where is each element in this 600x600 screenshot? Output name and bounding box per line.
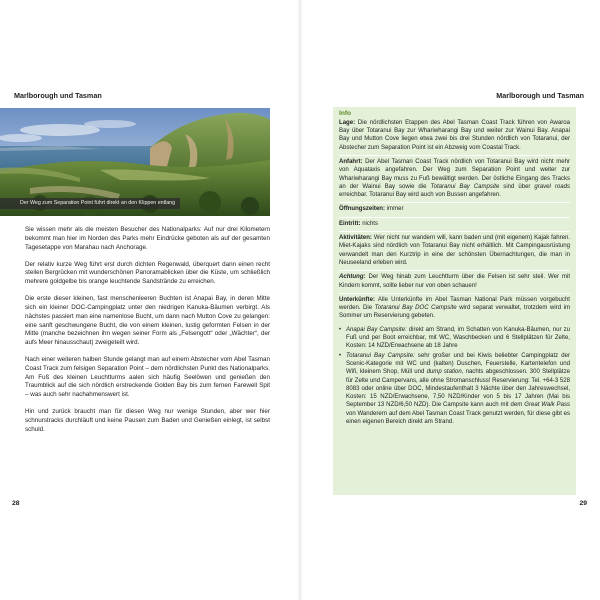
info-oeffnungszeiten: [339, 205, 570, 217]
campsite-description: direkt am Strand, im Schatten von Kanuka-Bäumen, nur zu Fuß und per Boot erreichbar, mit WC, Waschbecken und 6 Stellplätzen für Zelte, Kosten: 14 NZD/Erwachsene ab 18 Jahre: [346, 326, 570, 350]
info-box-title: Info: [339, 110, 352, 117]
anfahrt-label: Anfahrt:: [339, 158, 363, 165]
unterkuenfte-campsite-name: Totaranui Bay DOC Campsite: [374, 305, 457, 312]
coastal-cliff-photo: [0, 108, 270, 216]
anfahrt-campsite-name: Totaranui Bay Campsite: [430, 183, 500, 190]
eintritt-text: nichts: [362, 220, 378, 227]
eintritt-label: Eintritt:: [339, 220, 361, 227]
photo-caption: Der Weg zum Separation Point führt direkt an den Klippen entlang: [0, 198, 180, 209]
right-page: [300, 0, 600, 600]
anfahrt-road-type: gravel roads: [534, 183, 570, 190]
page-number-right: 29: [579, 500, 587, 507]
main-article-text: [25, 226, 270, 443]
campsite-name: Totaranui Bay Campsite:: [346, 352, 415, 359]
dump-station-term: dump station: [426, 369, 462, 376]
info-unterkuenfte: [339, 296, 570, 324]
paragraph: Hin und zurück braucht man für diesen Weg nur wenige Stunden, aber wer hier schnurstracks durchläuft und keine Pausen zum Baden und Genießen einlegt, ist selbst schuld.: [25, 408, 270, 433]
unterkuenfte-text: wird separat verwaltet, trotzdem wird im Sommer um Reservierung gebeten.: [339, 305, 570, 320]
list-item: [339, 326, 570, 351]
aktivitaeten-text: Wer nicht nur wandern will, kann baden und (mit eigenem) Kajak fahren. Miet-Kajaks sind nördlich von Totaranui Bay nicht erhältlich. Mit Campingausrüstung verwandelt man den Kurztrip in eine der schönsten Übernachtungen, die man in Neuseeland erleben wird.: [339, 235, 570, 266]
info-anfahrt: [339, 158, 570, 203]
list-item: [339, 352, 570, 427]
oeffnungszeiten-text: immer: [386, 206, 404, 213]
great-walk-pass-term: Great Walk Pass: [524, 402, 570, 409]
paragraph: Die erste dieser kleinen, fast menschenleeren Buchten ist Anapai Bay, in deren Mitte sich ein kleiner DOC-Campingplatz unter den niedrigen Kanuka-Bäumen verbirgt. Als nächstes passiert man eine namenlose Bucht, um dann nach Mutton Cove zu gelangen: eine sanft geschwungene Bucht, die von einem kleinen, lustig geformten Felsen in der Mitte (manche bezeichnen ihn wegen seiner Form als „Felsengott“ oder „Wächter“, der aufs Meer hinausschaut) zweigeteilt wird.: [25, 295, 270, 347]
unterkuenfte-label: Unterkünfte:: [339, 296, 375, 303]
paragraph: Nach einer weiteren halben Stunde gelangt man auf einem Abstecher vom Abel Tasman Coast Track zum felsigen Separation Point – dem nördlichsten Punkt des Nationalparks. Am Fuß des kleinen Leuchtturms aalen sich häufig Seelöwen und genießen den Traumblick auf die sich nördlich erstreckende Golden Bay bis zum fernen Farewell Spit – was auch sehr nachahmenswert ist.: [25, 356, 270, 399]
campsite-name: Anapai Bay Campsite:: [346, 326, 407, 333]
info-lage: [339, 119, 570, 156]
page-number-left: 28: [12, 500, 20, 507]
unterkuenfte-text: Alle Unterkünfte im Abel Tasman National Park müssen vorgebucht werden. Die: [339, 296, 570, 312]
oeffnungszeiten-label: Öffnungszeiten:: [339, 206, 386, 213]
campsite-description: sehr großer und bei Kiwis beliebter Campingplatz der Scenic-Kategorie mit WC und (kalten) Duschen, Feuerstelle, Kartentelefon und Wifi, kleinem Shop, Müll und: [346, 352, 570, 376]
achtung-text: Der Weg hinab zum Leuchtturm über die Felsen ist sehr steil. Wer mit Kindern kommt, sollte lieber nur von oben schauen!: [339, 274, 570, 289]
running-head-right: Marlborough und Tasman: [496, 91, 584, 100]
campsite-description: von Wanderern auf dem Abel Tasman Coast Track genutzt werden, für diese gibt es einen eigenen Bereich direkt am Strand.: [346, 410, 570, 425]
running-head-left: Marlborough und Tasman: [14, 91, 102, 100]
campsite-description: , nachts abgeschlossen. 300 Stellplätze für Zelte und Campervans, alle ohne Stromanschluss! Reservierung: Tel. +64-3 528 8083 oder online über DOC, Mindestaufenthalt 3 Nächte über den Jahreswechsel, Kosten: 15 NZD/Erwachsene, 7,50 NZD/Kinder von 5 bis 17 Jahren (Mai bis September 13 NZD/6,50 NZD). Die Campsite kann auch mit dem: [346, 369, 570, 409]
lage-label: Lage:: [339, 119, 356, 126]
lage-text: Die nördlichsten Etappen des Abel Tasman Coast Track führen von Awaroa Bay über Totaranui Bay zur Whariwharangi Bay und weiter zur Wainui Bay. Anapai Bay und Mutton Cove liegen etwa zwei bis drei Stunden nördlich von Totaranui, der Abstecher zum Separation Point ist ein Abzweig vom Coastal Track.: [339, 119, 570, 151]
paragraph: Der relativ kurze Weg führt erst durch dichten Regenwald, überquert dann einen recht steilen Bergrücken mit wunderschönen Panoramablicken über die Küste, um schließlich mehrere goldgelbe bis orange leuchtende Sandstrände zu erreichen.: [25, 260, 270, 286]
campsite-list: [339, 326, 570, 427]
achtung-label: Achtung:: [339, 274, 366, 281]
anfahrt-text: Der Abel Tasman Coast Track nördlich von Totaranui Bay wird nicht mehr von Aquataxis angefahren. Der Weg zum Separation Point und weiter zur Whariwharangi Bay muss zu Fuß bewältigt werden. Der östliche Eingang des Tracks an der Wainui Bay sowie die: [339, 158, 571, 190]
info-aktivitaeten: [339, 234, 570, 271]
info-box: [333, 107, 576, 495]
info-achtung: [339, 273, 570, 294]
anfahrt-text: erreichbar. Totaranui Bay wird auch von Bussen angefahren.: [339, 192, 501, 199]
aktivitaeten-label: Aktivitäten:: [339, 235, 372, 242]
info-eintritt: [339, 220, 570, 232]
anfahrt-text: sind über: [499, 183, 535, 190]
paragraph: Sie wissen mehr als die meisten Besucher des Nationalparks: Auf nur drei Kilometern bekommt man hier im Norden des Parks mehr Eindrücke geboten als auf der gesamten Tagesetappe von Marahau nach Anchorage.: [25, 226, 270, 251]
